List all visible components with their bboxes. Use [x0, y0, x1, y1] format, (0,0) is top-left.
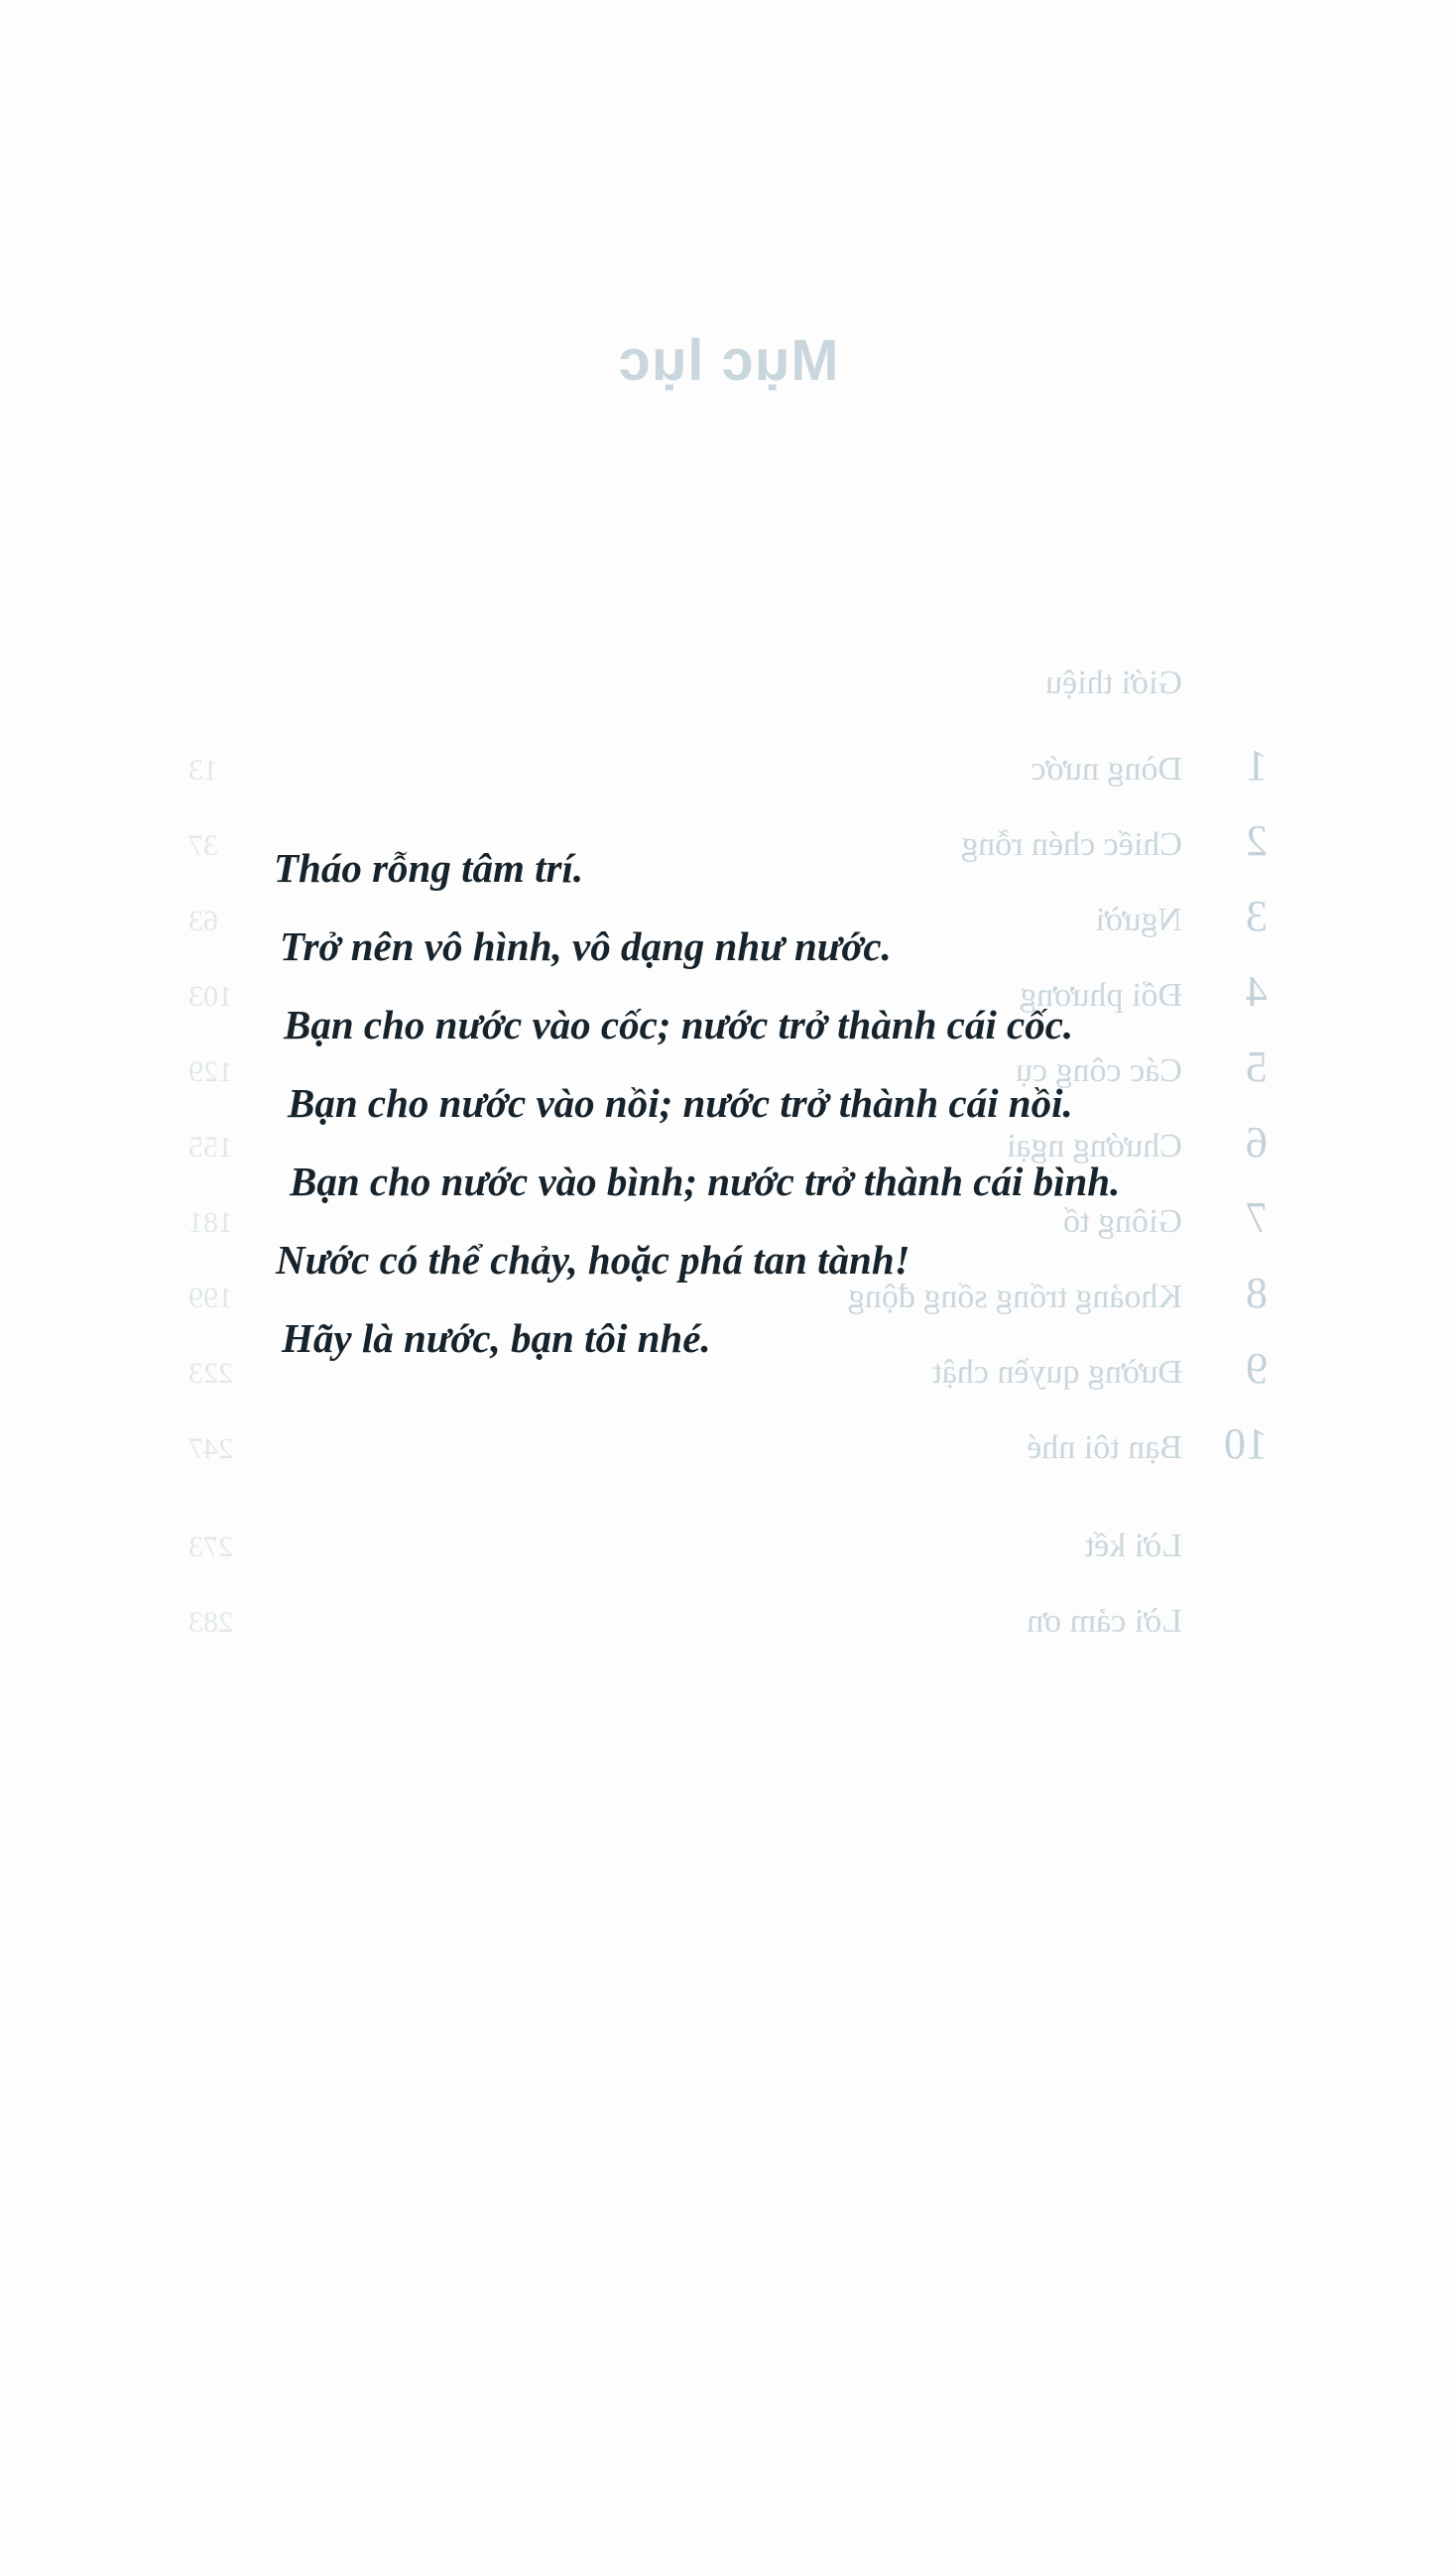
- toc-number: 2: [1246, 816, 1268, 865]
- quote-line: Bạn cho nước vào nồi; nước trở thành cái nồi.: [288, 1080, 1073, 1126]
- bleed-title: Mục lục: [617, 328, 839, 393]
- quote-line: Tháo rỗng tâm trí.: [274, 845, 584, 891]
- list-item: [188, 740, 1268, 815]
- list-item: [188, 1603, 1268, 1678]
- toc-label: Lời kết: [1084, 1528, 1182, 1564]
- toc-number: 5: [1246, 1042, 1268, 1091]
- toc-page-number: 155: [188, 1131, 233, 1163]
- toc-page-number: 37: [188, 829, 218, 862]
- list-item: [188, 665, 1268, 740]
- toc-number: 7: [1246, 1193, 1268, 1242]
- toc-label: Các công cụ: [1015, 1052, 1182, 1089]
- toc-label: Lời cảm ơn: [1027, 1603, 1182, 1640]
- toc-number: 9: [1246, 1344, 1268, 1393]
- toc-page-number: 63: [188, 905, 218, 937]
- toc-number: 3: [1246, 892, 1268, 940]
- list-item: [188, 1418, 1268, 1494]
- toc-page-number: 199: [188, 1282, 233, 1314]
- toc-page-number: 247: [188, 1432, 233, 1465]
- toc-page-number: 103: [188, 980, 233, 1013]
- toc-label: Giông tố: [1063, 1203, 1182, 1240]
- toc-label: Giới thiệu: [1045, 665, 1182, 701]
- quote-line: Bạn cho nước vào cốc; nước trở thành cái cốc.: [284, 1002, 1074, 1047]
- quote-line: Hãy là nước, bạn tôi nhé.: [282, 1315, 711, 1361]
- toc-label: Bạn tôi nhé: [1027, 1429, 1182, 1466]
- toc-page-number: 129: [188, 1055, 233, 1088]
- toc-label: Chiếc chén rỗng: [961, 826, 1182, 863]
- quote-line: Trở nên vô hình, vô dạng như nước.: [280, 923, 892, 969]
- toc-number: 10: [1224, 1419, 1268, 1468]
- quote-line: Bạn cho nước vào bình; nước trở thành cái bình.: [290, 1159, 1121, 1204]
- toc-page-number: 13: [188, 754, 218, 787]
- toc-page-number: 223: [188, 1357, 233, 1390]
- quote-line: Nước có thể chảy, hoặc phá tan tành!: [276, 1237, 910, 1283]
- toc-label: Đổi phương: [1020, 977, 1182, 1014]
- toc-page-number: 273: [188, 1530, 233, 1563]
- toc-page-number: 181: [188, 1206, 233, 1239]
- toc-page-number: 283: [188, 1606, 233, 1639]
- toc-label: Đường quyền chật: [932, 1354, 1182, 1391]
- toc-label: Chướng ngại: [1006, 1128, 1182, 1164]
- list-item: [188, 1528, 1268, 1603]
- toc-label: Người: [1095, 902, 1182, 938]
- toc-number: 6: [1246, 1118, 1268, 1166]
- toc-number: 8: [1246, 1269, 1268, 1317]
- toc-label: Dòng nước: [1031, 751, 1182, 788]
- quotation-block: [274, 845, 1325, 1361]
- toc-number: 1: [1246, 741, 1268, 790]
- toc-number: 4: [1246, 967, 1268, 1016]
- toc-label: Khoảng trống sống động: [847, 1279, 1182, 1315]
